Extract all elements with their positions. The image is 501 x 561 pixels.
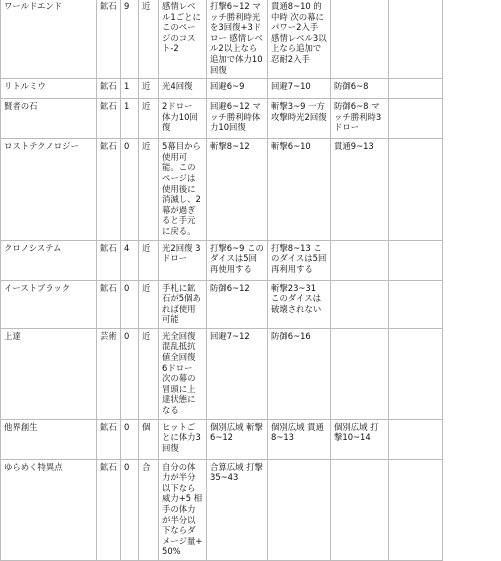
card-range-cell: 近 [139,280,159,328]
table-row [1,280,443,328]
dice-2-cell: 斬撃3~9 一方攻撃時光2回復 [268,99,331,139]
card-cost-cell: 0 [121,328,139,419]
card-type-cell: 鉱石 [97,139,121,240]
card-type-cell: 鉱石 [97,459,121,560]
dice-3-cell [331,328,389,419]
table-row [1,240,443,280]
dice-3-cell: 個別広域 打撃10~14 [331,419,389,459]
dice-1-cell: 打撃6~12 マッチ勝利時光を3回復+3ドロー 感情レベル2以上なら追加で体力10回復 [207,0,268,79]
extra-cell [389,0,443,79]
dice-1-cell: 個別広域 斬撃6~12 [207,419,268,459]
card-range-cell: 近 [139,79,159,99]
extra-cell [389,139,443,240]
dice-1-cell: 斬撃8~12 [207,139,268,240]
card-cost-cell: 1 [121,99,139,139]
card-name-cell: クロノシステム [1,240,97,280]
card-cost-cell: 0 [121,139,139,240]
card-range-cell: 近 [139,0,159,79]
dice-1-cell: 防御6~12 [207,280,268,328]
card-cost-cell: 1 [121,79,139,99]
dice-2-cell: 貫通8~10 的中時 次の幕にパワー2入手 感情レベル3以上なら追加で忍耐2入手 [268,0,331,79]
extra-cell [389,459,443,560]
dice-2-cell: 個別広域 貫通8~13 [268,419,331,459]
dice-1-cell: 打撃6~9 このダイスは5回再使用する [207,240,268,280]
dice-3-cell [331,240,389,280]
dice-1-cell: 回避7~12 [207,328,268,419]
dice-2-cell: 斬撃6~10 [268,139,331,240]
card-effect-cell: 2ドロー 体力10回復 [159,99,207,139]
card-effect-cell: 感情レベル1ごとにこのページのコスト-2 [159,0,207,79]
dice-2-cell: 斬撃23~31 このダイスは破壊されない [268,280,331,328]
table-row [1,419,443,459]
dice-3-cell [331,280,389,328]
card-name-cell: ロストテクノロジー [1,139,97,240]
dice-1-cell: 回避6~12 マッチ勝利時体力10回復 [207,99,268,139]
card-cost-cell: 9 [121,0,139,79]
card-name-cell: 他界創生 [1,419,97,459]
card-effect-cell: 光全回復 混乱抵抗値全回復 6ドロー 次の幕の冒頭に上達状態になる [159,328,207,419]
extra-cell [389,99,443,139]
card-effect-cell: 5幕目から使用可能。このページは使用後に消滅し、2幕が過ぎると手元に戻る。 [159,139,207,240]
card-type-cell: 鉱石 [97,280,121,328]
dice-2-cell: 打撃8~13 このダイスは5回再利用する [268,240,331,280]
extra-cell [389,79,443,99]
dice-3-cell: 貫通9~13 [331,139,389,240]
card-name-cell: リトルミウ [1,79,97,99]
table-row [1,99,443,139]
card-cost-cell: 0 [121,459,139,560]
extra-cell [389,328,443,419]
card-name-cell: ゆらめく特異点 [1,459,97,560]
card-cost-cell: 0 [121,280,139,328]
extra-cell [389,240,443,280]
card-cost-cell: 0 [121,419,139,459]
card-effect-cell: 光2回復 3ドロー [159,240,207,280]
card-type-cell: 鉱石 [97,0,121,79]
extra-cell [389,419,443,459]
card-type-cell: 鉱石 [97,419,121,459]
card-range-cell: 近 [139,139,159,240]
dice-3-cell: 防御6~8 マッチ勝利時3ドロー [331,99,389,139]
card-effect-cell: 手札に鉱石が5個あれば使用可能 [159,280,207,328]
dice-3-cell: 防御6~8 [331,79,389,99]
extra-cell [389,280,443,328]
dice-3-cell [331,459,389,560]
dice-1-cell: 回避6~9 [207,79,268,99]
table-row [1,459,443,560]
dice-1-cell: 合算広域 打撃35~43 [207,459,268,560]
card-name-cell: ワールドエンド [1,0,97,79]
card-type-cell: 鉱石 [97,99,121,139]
table-row [1,139,443,240]
card-type-cell: 鉱石 [97,240,121,280]
card-effect-cell: 光4回復 [159,79,207,99]
card-name-cell: 賢者の石 [1,99,97,139]
card-name-cell: イーストブラック [1,280,97,328]
card-type-cell: 鉱石 [97,79,121,99]
table-row [1,0,443,79]
card-cost-cell: 4 [121,240,139,280]
card-range-cell: 近 [139,240,159,280]
card-name-cell: 上達 [1,328,97,419]
dice-2-cell: 回避7~10 [268,79,331,99]
card-effect-cell: ヒットごとに体力3回復 [159,419,207,459]
table-row [1,79,443,99]
card-effect-cell: 自分の体力が半分以下なら威力+5 相手の体力が半分以下ならダメージ量+50% [159,459,207,560]
card-range-cell: 近 [139,328,159,419]
table-row [1,328,443,419]
dice-2-cell: 防御6~16 [268,328,331,419]
card-range-cell: 個 [139,419,159,459]
card-range-cell: 合 [139,459,159,560]
card-range-cell: 近 [139,99,159,139]
dice-2-cell [268,459,331,560]
card-type-cell: 芸術 [97,328,121,419]
dice-3-cell [331,0,389,79]
